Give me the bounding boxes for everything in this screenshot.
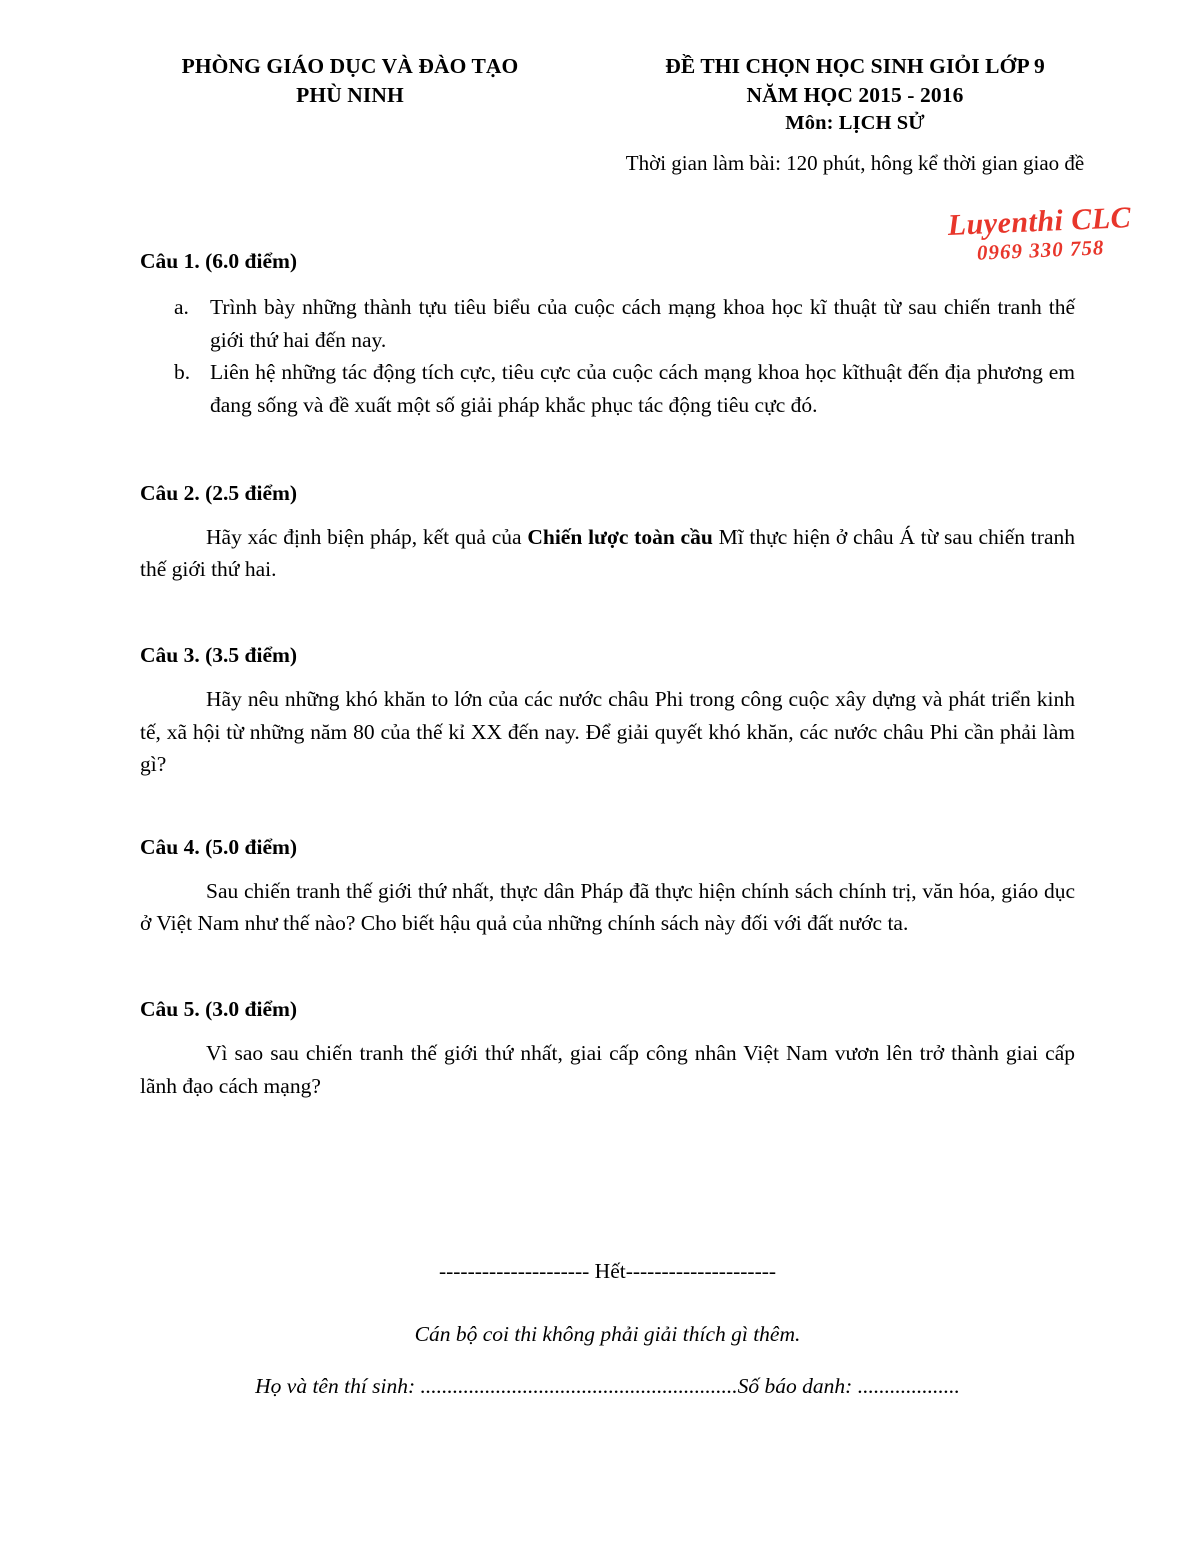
issuing-office-line-2: PHÙ NINH	[296, 83, 404, 108]
document-footer	[140, 1258, 1075, 1399]
exam-body	[140, 248, 1075, 1102]
subject: Môn: LỊCH SỬ	[785, 112, 925, 135]
question-3-text: Hãy nêu những khó khăn to lớn của các nước châu Phi trong công cuộc xây dựng và phát triển kinh tế, xã hội từ những năm 80 của thế kỉ XX đến nay. Để giải quyết khó khăn, các nước châu Phi cần phải làm gì?	[140, 686, 1075, 777]
question-1-heading: Câu 1. (6.0 điểm)	[140, 249, 298, 273]
section-gap	[140, 422, 1075, 480]
end-of-exam-line: --------------------- Hết---------------------	[438, 1259, 777, 1283]
section-gap	[140, 586, 1075, 642]
question-4-text: Sau chiến tranh thế giới thứ nhất, thực dân Pháp đã thực hiện chính sách chính trị, văn hóa, giáo dục ở Việt Nam như thế nào? Cho biết hậu quả của những chính sách này đối với đất nước ta.	[140, 878, 1075, 936]
issuing-office-block	[140, 52, 560, 110]
list-item-text: Trình bày những thành tựu tiêu biểu của cuộc cách mạng khoa học kĩ thuật từ sau chiến tranh thế giới thứ hai đến nay.	[210, 294, 1075, 352]
list-marker: a.	[174, 294, 189, 319]
exam-title-block	[560, 52, 1150, 177]
question-2-text	[140, 521, 1075, 586]
question-1-item-a	[140, 291, 1075, 356]
question-5-text: Vì sao sau chiến tranh thế giới thứ nhất, giai cấp công nhân Việt Nam vươn lên trở thành giai cấp lãnh đạo cách mạng?	[140, 1041, 1075, 1098]
logo-brand-text: Luyenthi CLC	[947, 201, 1132, 242]
list-marker: b.	[174, 360, 191, 385]
question-1	[140, 248, 1075, 422]
logo-phone-text: 0969 330 758	[976, 235, 1105, 265]
question-5	[140, 996, 1075, 1102]
question-2	[140, 480, 1075, 586]
duration-note: Thời gian làm bài: 120 phút, hông kể thời gian giao đề	[625, 150, 1085, 175]
school-year: NĂM HỌC 2015 - 2016	[746, 83, 964, 108]
question-4-heading: Câu 4. (5.0 điểm)	[140, 834, 298, 859]
exam-title: ĐỀ THI CHỌN HỌC SINH GIỎI LỚP 9	[665, 54, 1045, 78]
question-1-item-b	[140, 356, 1075, 421]
question-2-heading: Câu 2. (2.5 điểm)	[140, 480, 298, 505]
question-1-subitems	[140, 291, 1075, 422]
invigilator-note: Cán bộ coi thi không phải giải thích gì thêm.	[414, 1321, 801, 1346]
section-gap	[140, 940, 1075, 996]
question-3	[140, 642, 1075, 781]
question-2-text-pre: Hãy xác định biện pháp, kết quả của	[206, 524, 528, 549]
question-4	[140, 834, 1075, 940]
question-2-text-post: Mĩ thực hiện ở châu Á từ sau chiến tranh thế giới thứ hai.	[140, 524, 1075, 582]
document-header	[140, 52, 1150, 177]
question-5-heading: Câu 5. (3.0 điểm)	[140, 997, 298, 1022]
question-3-heading: Câu 3. (3.5 điểm)	[140, 642, 298, 667]
question-2-emphasis: Chiến lược toàn cầu	[527, 524, 713, 549]
section-gap	[140, 781, 1075, 834]
candidate-fields: Họ và tên thí sinh: ...........................................................Số báo danh: ...................	[255, 1373, 960, 1398]
list-item-text: Liên hệ những tác động tích cực, tiêu cực của cuộc cách mạng khoa học kĩthuật đến địa phương em đang sống và đề xuất một số giải pháp khắc phục tác động tiêu cực đó.	[210, 360, 1075, 417]
issuing-office-line-1: PHÒNG GIÁO DỤC VÀ ĐÀO TẠO	[181, 54, 519, 78]
